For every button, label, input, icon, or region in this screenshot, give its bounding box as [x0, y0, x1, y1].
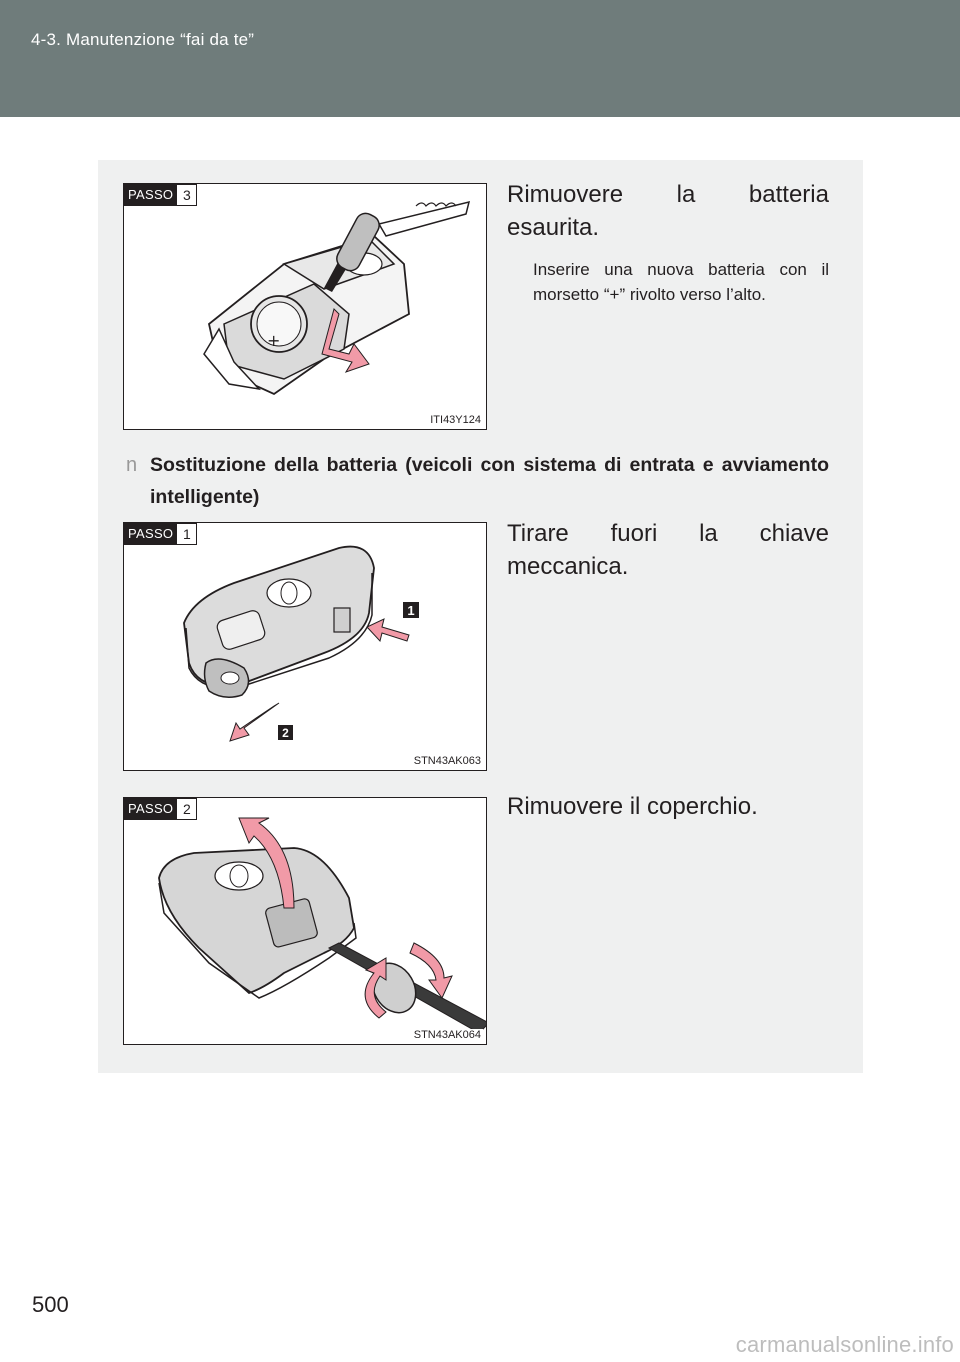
key-extraction-illustration: [124, 523, 486, 770]
page-number: 500: [32, 1292, 69, 1317]
bullet-icon: n: [126, 454, 138, 476]
watermark[interactable]: carmanualsonline.info: [735, 1332, 954, 1357]
step-badge-number: 1: [177, 523, 197, 545]
word: batteria: [748, 181, 829, 208]
figure-step1: [123, 522, 487, 771]
figure-code: ITI43Y124: [430, 414, 481, 426]
figure-code: STN43AK064: [413, 1029, 481, 1041]
cover-removal-illustration: [124, 798, 486, 1044]
step-badge: [124, 523, 197, 545]
word: fuori: [610, 520, 658, 547]
svg-text:+: +: [267, 331, 281, 350]
word: la: [676, 181, 696, 208]
word: Rimuovere: [507, 181, 624, 208]
figure-code: STN43AK063: [413, 755, 481, 767]
word: la: [699, 520, 718, 547]
section-heading: [126, 449, 829, 513]
word: chiave: [759, 520, 829, 547]
step-badge: [124, 798, 197, 820]
step3-line2: esaurita.: [507, 214, 600, 241]
battery-removal-illustration: [124, 184, 486, 429]
step3-instruction: [507, 178, 829, 244]
step1-line1: [507, 517, 829, 550]
callout-2-label: 2: [282, 726, 289, 740]
callout-1-label: 1: [407, 603, 415, 618]
step1-line2: meccanica.: [507, 553, 629, 580]
step-badge-label: PASSO: [124, 523, 177, 545]
figure-step2: [123, 797, 487, 1045]
section-breadcrumb: 4-3. Manutenzione “fai da te”: [31, 30, 255, 49]
step-badge: [124, 184, 197, 206]
step2-instruction: Rimuovere il coperchio.: [507, 793, 758, 820]
word: Tirare: [507, 520, 569, 547]
step-badge-number: 3: [177, 184, 197, 206]
page-header: [0, 0, 960, 117]
step3-note: Inserire una nuova batteria con il morsetto “+” rivolto verso l’alto.: [533, 260, 829, 304]
step-badge-number: 2: [177, 798, 197, 820]
section-title: Sostituzione della batteria (veicoli con sistema di entrata e avviamento intelligente): [150, 454, 829, 508]
step-badge-label: PASSO: [124, 184, 177, 206]
figure-step3: [123, 183, 487, 430]
step-badge-label: PASSO: [124, 798, 177, 820]
step3-line1: [507, 178, 829, 211]
step1-instruction: [507, 517, 829, 583]
